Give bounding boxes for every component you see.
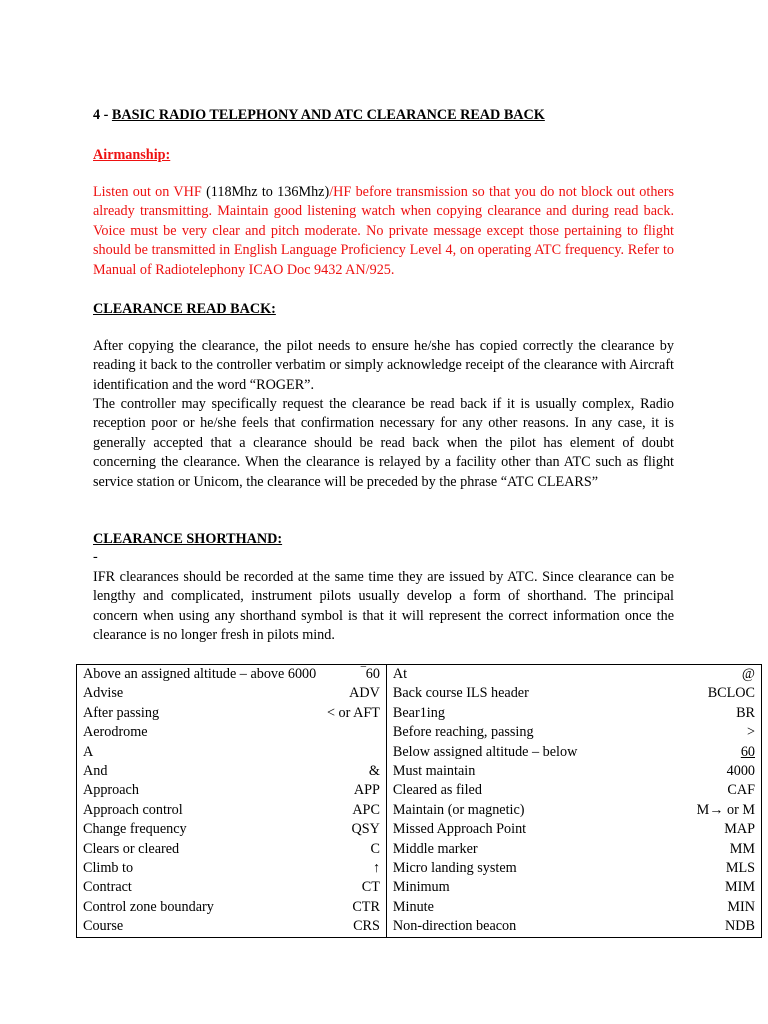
left-cell [77, 820, 387, 839]
table-row [77, 878, 762, 897]
left-term: Clears or cleared [83, 840, 180, 857]
airmanship-title: Airmanship: [93, 147, 171, 163]
table-row [77, 665, 762, 685]
right-cell [386, 665, 761, 685]
right-cell [386, 743, 761, 762]
section-heading [93, 106, 674, 125]
right-term: At [392, 666, 408, 682]
readback-title: CLEARANCE READ BACK: [93, 301, 276, 317]
section-title: BASIC RADIO TELEPHONY AND ATC CLEARANCE READ BACK [111, 107, 545, 123]
right-cell [386, 840, 761, 859]
right-term: Middle marker [392, 840, 478, 857]
table-row [77, 743, 762, 762]
left-symbol: APC [352, 801, 380, 818]
right-cell [386, 917, 761, 937]
left-term: A [83, 743, 94, 760]
left-term: Climb to [83, 860, 134, 877]
right-symbol: M→ or M [696, 801, 755, 818]
left-term: Change frequency [83, 821, 187, 838]
left-symbol: QSY [351, 821, 380, 838]
left-cell [77, 704, 387, 723]
left-symbol: C [370, 840, 380, 857]
left-term: Advise [83, 685, 124, 702]
table-row [77, 859, 762, 878]
left-term: And [83, 763, 108, 780]
table-row [77, 898, 762, 917]
right-cell [386, 878, 761, 897]
right-cell [386, 704, 761, 723]
left-cell [77, 801, 387, 820]
left-cell [77, 878, 387, 897]
right-cell [386, 723, 761, 742]
right-cell [386, 781, 761, 800]
right-cell [386, 898, 761, 917]
right-symbol: MIM [725, 879, 755, 896]
left-symbol: CRS [353, 918, 380, 935]
table-row [77, 723, 762, 742]
shorthand-paragraph: IFR clearances should be recorded at the same time they are issued by ATC. Since clearance can be lengthy and complicated, instrument pilots usually develop a form of shorthand. The principal concern when using any shorthand symbol is that it will represent the correct information once the clearance is no longer fresh in pilots mind. [93, 569, 674, 644]
table-row [77, 820, 762, 839]
left-symbol: ADV [349, 685, 380, 702]
right-symbol: MLS [725, 860, 755, 877]
airmanship-text-rest: /HF before transmission so that you do not block out others already transmitting. Maintain good listening watch when copying clearance and during read back. Voice must be very clear and pitch moderate. No private message except those pertaining to flight should be transmitted in English Language Proficiency Level 4, on operating ATC frequency. Refer to Manual of Radiotelephony ICAO Doc 9432 AN/925. [93, 184, 674, 278]
right-term: Cleared as filed [392, 782, 482, 799]
airmanship-paragraph [93, 183, 674, 280]
left-term: Course [83, 918, 124, 935]
right-symbol: CAF [727, 782, 755, 799]
table-row [77, 684, 762, 703]
right-term: Maintain (or magnetic) [392, 801, 525, 818]
right-term: Before reaching, passing [392, 724, 534, 741]
readback-paragraph-1: After copying the clearance, the pilot needs to ensure he/she has copied correctly the clearance by reading it back to the controller verbatim or simply acknowledge receipt of the clearance with Aircraft identification and the word “ROGER”. [93, 338, 674, 393]
right-term: Missed Approach Point [392, 821, 527, 838]
left-cell [77, 898, 387, 917]
left-symbol: ↑ [372, 860, 380, 877]
table-row [77, 762, 762, 781]
left-term: Approach [83, 782, 139, 799]
table-row [77, 704, 762, 723]
table-row [77, 801, 762, 820]
right-term: Minute [392, 898, 434, 915]
left-cell [77, 781, 387, 800]
left-cell [77, 743, 387, 762]
right-symbol: BR [736, 704, 755, 721]
left-term: After passing [83, 704, 160, 721]
right-cell [386, 684, 761, 703]
left-symbol: & [368, 763, 380, 780]
left-cell [77, 665, 387, 685]
shorthand-table-body [77, 665, 762, 938]
right-symbol: > [746, 724, 755, 741]
right-cell [386, 762, 761, 781]
right-symbol: MIN [727, 898, 755, 915]
left-symbol: CT [361, 879, 380, 896]
right-term: Must maintain [392, 763, 476, 780]
left-term: Contract [83, 879, 132, 896]
right-symbol: @ [741, 666, 755, 682]
left-term: Above an assigned altitude – above 6000 [83, 666, 317, 682]
left-symbol: CTR [352, 898, 380, 915]
left-symbol: < or AFT [326, 704, 380, 721]
table-row [77, 781, 762, 800]
left-cell [77, 762, 387, 781]
right-term: Micro landing system [392, 860, 517, 877]
right-cell [386, 820, 761, 839]
right-term: Back course ILS header [392, 685, 529, 702]
shorthand-dash: - [93, 549, 98, 565]
right-symbol: 60 [740, 743, 755, 760]
left-symbol: APP [353, 782, 380, 799]
right-symbol: MM [729, 840, 755, 857]
right-symbol: BCLOC [707, 685, 755, 702]
shorthand-table [76, 664, 762, 938]
right-term: Non-direction beacon [392, 918, 517, 935]
left-cell [77, 684, 387, 703]
right-symbol: MAP [724, 821, 755, 838]
airmanship-text-start: Listen out on VHF [93, 184, 207, 200]
section-number: 4 - [93, 107, 112, 123]
left-cell [77, 859, 387, 878]
shorthand-title: CLEARANCE SHORTHAND: [93, 531, 283, 547]
left-term: Approach control [83, 801, 183, 818]
right-term: Bear1ing [392, 704, 445, 721]
left-cell [77, 840, 387, 859]
readback-paragraph-2: The controller may specifically request the clearance be read back if it is usually complex, Radio reception poor or he/she feels that confirmation necessary for any other reasons. In any case, it is generally accepted that a clearance should be read back when the pilot has element of doubt concerning the clearance. When the clearance is relayed by a facility other than ATC such as flight service station or Unicom, the clearance will be preceded by the phrase “ATC CLEARS” [93, 396, 674, 490]
right-symbol: 4000 [726, 763, 755, 780]
left-cell [77, 723, 387, 742]
vhf-range: (118Mhz to 136Mhz) [206, 184, 330, 200]
right-symbol: NDB [725, 918, 755, 935]
table-row [77, 840, 762, 859]
right-cell [386, 801, 761, 820]
right-term: Minimum [392, 879, 450, 896]
right-term: Below assigned altitude – below [392, 743, 578, 760]
left-symbol: ‾60 [361, 666, 380, 682]
right-cell [386, 859, 761, 878]
table-row [77, 917, 762, 937]
left-term: Control zone boundary [83, 898, 214, 915]
left-cell [77, 917, 387, 937]
left-term: Aerodrome [83, 724, 148, 741]
